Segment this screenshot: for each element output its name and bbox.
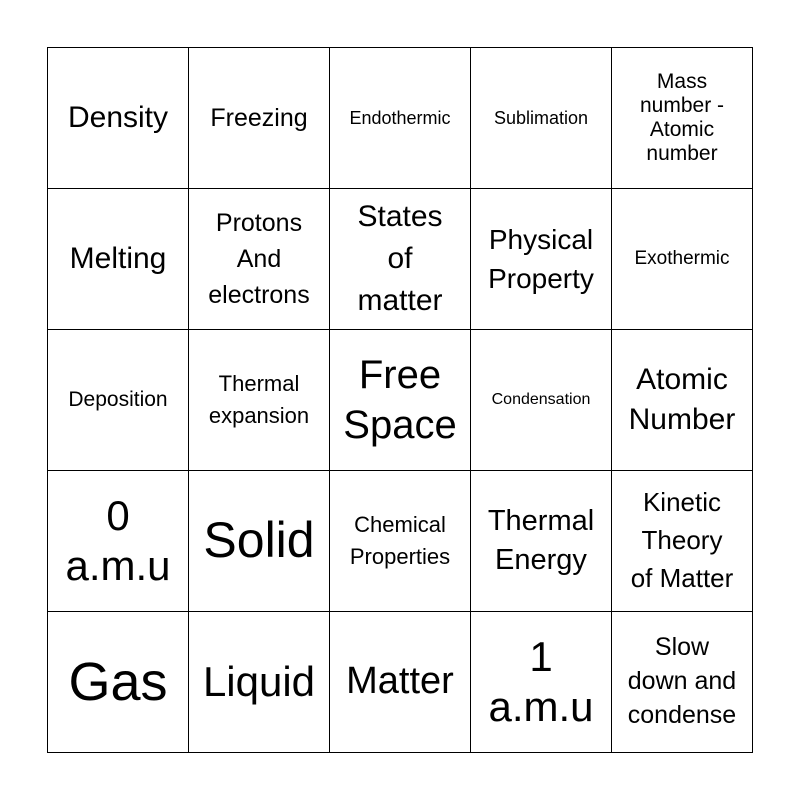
cell-label: Melting bbox=[69, 241, 167, 275]
cell-label: 0 a.m.u bbox=[65, 491, 171, 589]
cell-label: States of matter bbox=[357, 200, 443, 317]
bingo-cell-physical-property[interactable] bbox=[471, 189, 612, 330]
bingo-cell-gas[interactable] bbox=[48, 612, 189, 753]
bingo-cell-protons-and-electrons[interactable] bbox=[189, 189, 330, 330]
bingo-cell-atomic-number[interactable] bbox=[612, 330, 753, 471]
cell-label: Protons And electrons bbox=[208, 208, 310, 310]
bingo-cell-melting[interactable] bbox=[48, 189, 189, 330]
bingo-cell-mass-number[interactable] bbox=[612, 48, 753, 189]
bingo-cell-condensation[interactable] bbox=[471, 330, 612, 471]
bingo-cell-free-space[interactable] bbox=[330, 330, 471, 471]
cell-label: Liquid bbox=[202, 657, 316, 705]
cell-label: Condensation bbox=[491, 390, 591, 408]
cell-label: Gas bbox=[68, 651, 168, 712]
bingo-cell-solid[interactable] bbox=[189, 471, 330, 612]
cell-label: Matter bbox=[346, 660, 454, 703]
bingo-cell-sublimation[interactable] bbox=[471, 48, 612, 189]
bingo-cell-matter[interactable] bbox=[330, 612, 471, 753]
bingo-cell-thermal-expansion[interactable] bbox=[189, 330, 330, 471]
bingo-cell-1-amu[interactable] bbox=[471, 612, 612, 753]
cell-label: Thermal Energy bbox=[487, 504, 595, 576]
cell-label: Sublimation bbox=[493, 107, 589, 128]
cell-label: Physical Property bbox=[488, 223, 594, 294]
cell-label: Thermal expansion bbox=[208, 371, 310, 428]
cell-label: Free Space bbox=[343, 353, 457, 447]
cell-label: Atomic Number bbox=[628, 362, 736, 436]
cell-label: Exothermic bbox=[634, 248, 730, 270]
bingo-cell-chemical-properties[interactable] bbox=[330, 471, 471, 612]
cell-label: Density bbox=[67, 100, 169, 134]
bingo-cell-liquid[interactable] bbox=[189, 612, 330, 753]
bingo-cell-freezing[interactable] bbox=[189, 48, 330, 189]
cell-label: Mass number - Atomic number bbox=[639, 69, 725, 166]
cell-label: Chemical Properties bbox=[349, 512, 451, 569]
cell-label: Endothermic bbox=[349, 107, 451, 128]
bingo-card bbox=[47, 47, 753, 753]
cell-label: Slow down and condense bbox=[627, 633, 737, 729]
bingo-cell-slow-down-and-condense[interactable] bbox=[612, 612, 753, 753]
bingo-cell-exothermic[interactable] bbox=[612, 189, 753, 330]
cell-label: Deposition bbox=[68, 387, 168, 411]
bingo-cell-0-amu[interactable] bbox=[48, 471, 189, 612]
cell-label: Freezing bbox=[210, 103, 308, 132]
cell-label: 1 a.m.u bbox=[488, 632, 594, 730]
bingo-cell-thermal-energy[interactable] bbox=[471, 471, 612, 612]
bingo-cell-density[interactable] bbox=[48, 48, 189, 189]
bingo-cell-states-of-matter[interactable] bbox=[330, 189, 471, 330]
cell-label: Solid bbox=[203, 512, 315, 569]
bingo-cell-deposition[interactable] bbox=[48, 330, 189, 471]
bingo-cell-endothermic[interactable] bbox=[330, 48, 471, 189]
cell-label: Kinetic Theory of Matter bbox=[630, 487, 734, 593]
bingo-cell-kinetic-theory[interactable] bbox=[612, 471, 753, 612]
